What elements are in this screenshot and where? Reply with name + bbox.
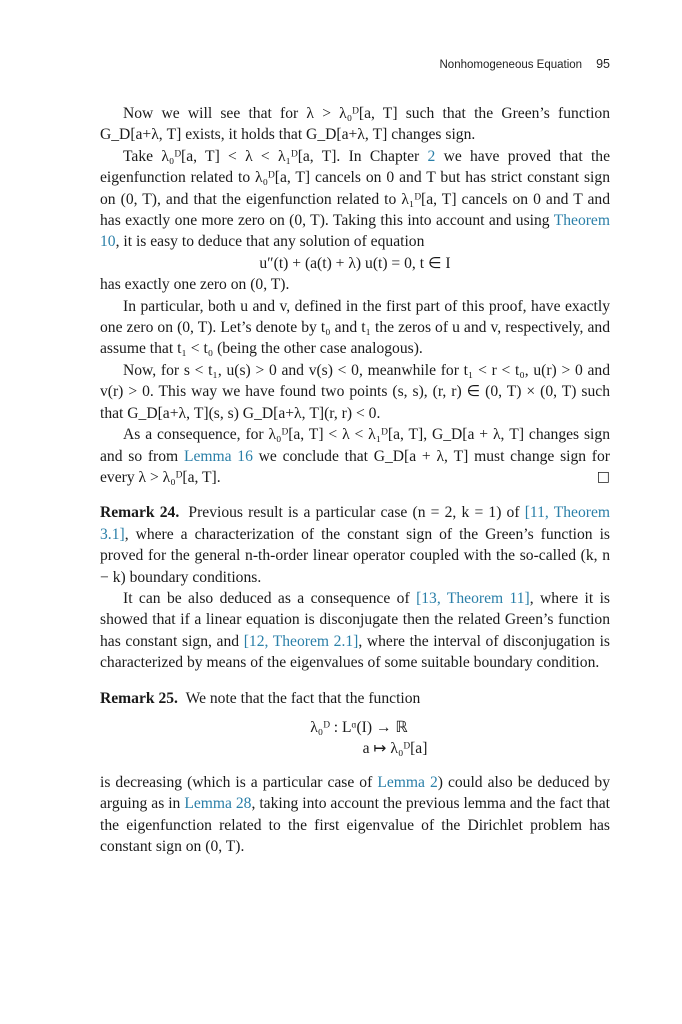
qed-symbol: □ [596, 468, 610, 485]
paragraph [100, 424, 610, 488]
paragraph [100, 772, 610, 858]
display-equation: u″(t) + (a(t) + λ) u(t) = 0, t ∈ I [259, 254, 451, 272]
text: is decreasing (which is a particular case of [100, 773, 373, 791]
text: , it is easy to deduce that any solution of equation [115, 233, 425, 251]
paragraph [100, 588, 610, 674]
remark-title: Remark 24. [100, 504, 180, 522]
text: , where the interval of disconjugation is characterized by means of the eigenvalues of some suitable boundary condition. [100, 632, 611, 672]
display-map [100, 717, 610, 760]
running-title: Nonhomogeneous Equation [439, 59, 583, 71]
theorem-link[interactable]: Theorem 10 [100, 212, 610, 251]
text: Previous result is a particular case (n = 2, k = 1) of [188, 504, 520, 522]
remark-25 [100, 688, 610, 709]
lemma-link[interactable]: Lemma 28 [184, 795, 252, 813]
text: Take λ₀ᴰ[a, T] < λ < λ₁ᴰ[a, T]. In Chapter [123, 147, 420, 165]
paragraph: Now we will see that for λ > λ₀ᴰ[a, T] such that the Green’s function G_D[a+λ, T] exists, it holds that G_D[a+λ, T] changes sign. [100, 105, 610, 144]
text: As a consequence, for λ₀ᴰ[a, T] < λ < λ₁ᴰ[a, T], G_D[a + λ, T] changes sign and so from [100, 426, 610, 465]
text: , taking into account the previous lemma and the fact that the eigenfunction related to the first eigenvalue of the Dirichlet problem has constant sign on (0, T). [100, 795, 611, 855]
text: , where it is showed that if a linear equation is disconjugate then the related Green’s function has constant sign, and [100, 589, 610, 650]
running-header [440, 57, 611, 71]
text: we have proved that the eigenfunction related to λ₀ᴰ[a, T] cancels on 0 and T but has strict constant sign on (0, T), and that the eigenfunction related to λ₁ᴰ[a, T] cancels on 0 and T and has exactly one more zero on (0, T). Taking this into account and using [100, 147, 610, 230]
text: It can be also deduced as a consequence of [123, 589, 410, 607]
citation-link[interactable]: [13, Theorem 11] [416, 589, 530, 607]
text: we conclude that G_D[a + λ, T] must change sign for every λ > λ₀ᴰ[a, T]. [100, 447, 610, 486]
paragraph [100, 146, 610, 253]
page-number: 95 [596, 57, 610, 71]
page-body [100, 103, 610, 857]
map-line: λ₀ᴰ : Lᵅ(I) → ℝ [310, 718, 408, 736]
text: , where a characterization of the constant sign of the Green’s function is proved for the general n-th-order linear operator coupled with the so-called (k, n − k) boundary conditions. [100, 525, 610, 586]
paragraph: Now, for s < t₁, u(s) > 0 and v(s) < 0, meanwhile for t₁ < r < t₀, u(r) > 0 and v(r) > 0. This way we have found two points (s, s), (r, r) ∈ (0, T) × (0, T) such that G_D[a+λ, T](s, s) G_D[a+λ, T](r, r) < 0. [100, 361, 610, 422]
text: We note that the fact that the function [185, 689, 421, 707]
paragraph: In particular, both u and v, defined in the first part of this proof, have exactly one zero on (0, T). Let’s denote by t₀ and t₁ the zeros of u and v, respectively, and assume that t₁ < t₀ (being the other case analogous). [100, 297, 610, 358]
citation-link[interactable]: [12, Theorem 2.1] [243, 632, 359, 650]
paragraph: has exactly one zero on (0, T). [100, 276, 290, 294]
lemma-link[interactable]: Lemma 2 [377, 773, 438, 791]
text: ) could also be deduced by arguing as in [100, 773, 610, 813]
lemma-link[interactable]: Lemma 16 [183, 447, 253, 465]
map-line: a ↦ λ₀ᴰ[a] [362, 740, 428, 758]
remark-title: Remark 25. [100, 689, 178, 707]
chapter-link[interactable]: 2 [427, 147, 436, 165]
citation-link[interactable]: [11, Theorem 3.1] [100, 504, 610, 543]
remark-24 [100, 502, 610, 588]
